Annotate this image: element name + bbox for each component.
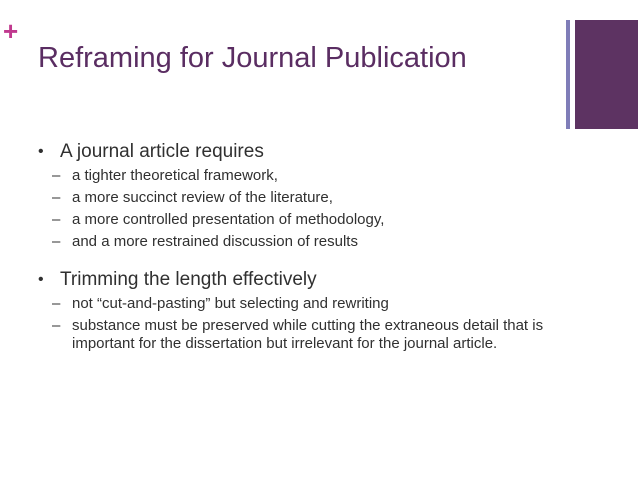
accent-bar-thick bbox=[575, 20, 638, 129]
dash-icon: – bbox=[52, 211, 61, 228]
dash-icon: – bbox=[52, 295, 61, 312]
sub-list bbox=[38, 167, 548, 251]
sub-item bbox=[38, 211, 548, 229]
bullet-text: A journal article requires bbox=[60, 141, 264, 162]
accent-bar-thin bbox=[566, 20, 570, 129]
bullet-icon: • bbox=[38, 143, 44, 160]
sub-item bbox=[38, 317, 548, 353]
sub-text: a more controlled presentation of methodology, bbox=[72, 211, 385, 228]
bullet-text: Trimming the length effectively bbox=[60, 269, 317, 290]
bullet-icon: • bbox=[38, 271, 44, 288]
sub-item bbox=[38, 233, 548, 251]
sub-text: a tighter theoretical framework, bbox=[72, 167, 278, 184]
sub-text: substance must be preserved while cutting the extraneous detail that is important for the dissertation but irrelevant for the journal article. bbox=[72, 317, 544, 352]
dash-icon: – bbox=[52, 317, 61, 334]
sub-text: and a more restrained discussion of results bbox=[72, 233, 358, 250]
sub-list bbox=[38, 295, 548, 353]
plus-icon: + bbox=[3, 16, 19, 46]
sub-item bbox=[38, 167, 548, 185]
slide-body bbox=[38, 141, 548, 357]
bullet-item bbox=[38, 269, 548, 291]
sub-item bbox=[38, 295, 548, 313]
bullet-item bbox=[38, 141, 548, 163]
sub-text: not “cut-and-pasting” but selecting and rewriting bbox=[72, 295, 389, 312]
dash-icon: – bbox=[52, 167, 61, 184]
sub-item bbox=[38, 189, 548, 207]
dash-icon: – bbox=[52, 189, 61, 206]
sub-text: a more succinct review of the literature, bbox=[72, 189, 333, 206]
dash-icon: – bbox=[52, 233, 61, 250]
slide-title: Reframing for Journal Publication bbox=[38, 42, 467, 74]
